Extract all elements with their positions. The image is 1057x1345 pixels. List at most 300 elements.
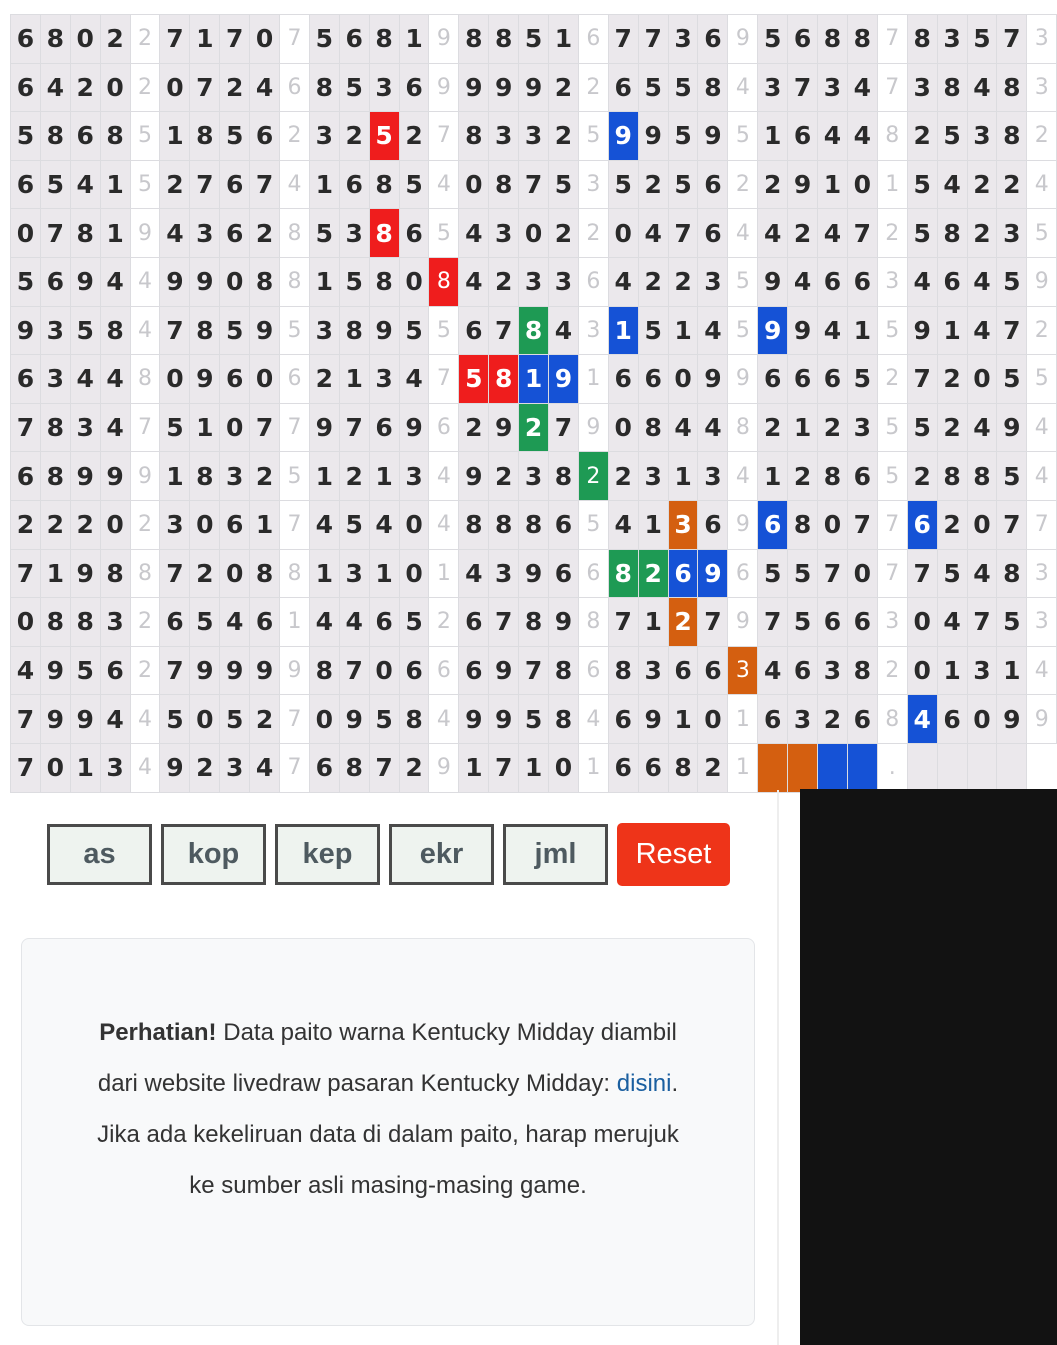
grid-cell: 2 (669, 598, 699, 647)
grid-cell: 0 (220, 550, 250, 599)
grid-cell: 2 (968, 209, 998, 258)
grid-cell: 7 (190, 161, 220, 210)
notice-text-2: . Jika ada kekeliruan data di dalam paito, harap merujuk ke sumber asli masing-masing game. (97, 1070, 679, 1199)
grid-cell: 9 (459, 452, 489, 501)
grid-cell: 5 (878, 307, 908, 356)
grid-cell: 7 (190, 64, 220, 113)
grid-cell: 2 (131, 15, 161, 64)
grid-cell: 5 (997, 452, 1027, 501)
grid-cell: 7 (41, 209, 71, 258)
grid-cell: 0 (400, 258, 430, 307)
grid-cell: 8 (370, 161, 400, 210)
grid-cell: 9 (71, 695, 101, 744)
grid-cell: 7 (280, 695, 310, 744)
grid-cell: 5 (997, 355, 1027, 404)
grid-cell: 1 (400, 15, 430, 64)
grid-cell: 6 (400, 209, 430, 258)
grid-cell: 4 (968, 404, 998, 453)
grid-cell: 5 (400, 598, 430, 647)
grid-cell: 8 (938, 452, 968, 501)
grid-cell: 2 (340, 452, 370, 501)
grid-cell: 1 (938, 647, 968, 696)
grid-cell: 4 (609, 258, 639, 307)
grid-cell: 9 (698, 112, 728, 161)
grid-cell: 2 (878, 647, 908, 696)
grid-cell: 9 (549, 355, 579, 404)
grid-cell: 1 (728, 744, 758, 793)
grid-cell: 2 (519, 404, 549, 453)
grid-cell: 2 (788, 209, 818, 258)
grid-cell: 6 (459, 307, 489, 356)
grid-cell: 5 (400, 307, 430, 356)
grid-cell: 5 (728, 307, 758, 356)
grid-cell: 3 (41, 307, 71, 356)
grid-cell: 9 (489, 64, 519, 113)
grid-cell: 8 (459, 501, 489, 550)
grid-cell: 9 (11, 307, 41, 356)
grid-cell: 4 (698, 307, 728, 356)
grid-cell: 3 (220, 452, 250, 501)
notice-box (21, 938, 755, 1326)
grid-cell: 8 (400, 695, 430, 744)
grid-cell: 8 (280, 258, 310, 307)
grid-cell: 7 (609, 598, 639, 647)
grid-cell: 6 (788, 647, 818, 696)
grid-cell: 4 (968, 258, 998, 307)
grid-cell: 6 (758, 501, 788, 550)
grid-cell: 6 (938, 695, 968, 744)
grid-cell: 3 (489, 209, 519, 258)
grid-cell: 8 (878, 112, 908, 161)
grid-cell: 4 (968, 307, 998, 356)
grid-cell: 8 (997, 550, 1027, 599)
grid-cell: 7 (429, 355, 459, 404)
grid-cell: 4 (429, 452, 459, 501)
grid-cell: 5 (609, 161, 639, 210)
grid-cell: 6 (459, 598, 489, 647)
grid-cell: 4 (310, 598, 340, 647)
grid-cell: 2 (728, 161, 758, 210)
grid-cell: 7 (639, 15, 669, 64)
grid-cell: 1 (579, 744, 609, 793)
grid-cell: 8 (579, 598, 609, 647)
grid-cell: 6 (788, 355, 818, 404)
grid-cell: 0 (71, 15, 101, 64)
grid-cell: 6 (41, 258, 71, 307)
grid-cell: 4 (400, 355, 430, 404)
grid-cell: 3 (370, 355, 400, 404)
grid-cell: 0 (190, 695, 220, 744)
grid-cell: 4 (101, 355, 131, 404)
grid-cell: 2 (160, 161, 190, 210)
grid-cell: 7 (997, 15, 1027, 64)
grid-cell: 8 (549, 695, 579, 744)
grid-cell: 4 (429, 161, 459, 210)
grid-cell: 3 (579, 307, 609, 356)
grid-cell: 5 (370, 695, 400, 744)
grid-cell: 0 (160, 355, 190, 404)
grid-cell: 0 (968, 695, 998, 744)
grid-cell: 2 (758, 161, 788, 210)
grid-cell: 5 (549, 161, 579, 210)
reset-button[interactable]: Reset (617, 823, 730, 886)
grid-cell: 2 (280, 112, 310, 161)
grid-cell: 1 (101, 209, 131, 258)
grid-cell: 9 (459, 695, 489, 744)
grid-cell: 2 (400, 744, 430, 793)
divider (777, 790, 779, 1345)
grid-cell: 4 (11, 647, 41, 696)
grid-cell: 3 (1027, 64, 1057, 113)
grid-cell: 6 (818, 355, 848, 404)
grid-cell: 9 (250, 647, 280, 696)
grid-cell: 4 (818, 307, 848, 356)
grid-cell: 7 (250, 404, 280, 453)
grid-cell: 5 (220, 307, 250, 356)
grid-cell: 0 (11, 598, 41, 647)
grid-cell: 7 (489, 307, 519, 356)
grid-cell: 0 (370, 647, 400, 696)
grid-cell: 3 (370, 64, 400, 113)
grid-cell: 3 (639, 452, 669, 501)
grid-cell: 5 (938, 112, 968, 161)
grid-cell: 4 (818, 209, 848, 258)
grid-cell: 1 (310, 452, 340, 501)
grid-cell: 5 (728, 258, 758, 307)
grid-cell: 2 (818, 695, 848, 744)
grid-cell: 4 (728, 209, 758, 258)
grid-cell: 4 (848, 64, 878, 113)
grid-cell: 4 (340, 598, 370, 647)
grid-cell: 6 (220, 355, 250, 404)
grid-cell: 7 (220, 15, 250, 64)
filter-button-jml[interactable]: jml (503, 824, 608, 885)
grid-cell: 9 (310, 404, 340, 453)
grid-cell: 8 (848, 15, 878, 64)
grid-cell: 3 (101, 744, 131, 793)
grid-cell: 6 (698, 501, 728, 550)
grid-cell: 1 (669, 307, 699, 356)
grid-cell: 3 (340, 209, 370, 258)
grid-cell: 5 (340, 64, 370, 113)
grid-cell: 9 (1027, 695, 1057, 744)
grid-cell: 0 (250, 355, 280, 404)
grid-cell: 5 (131, 112, 161, 161)
grid-cell: 5 (340, 501, 370, 550)
grid-cell: 6 (250, 598, 280, 647)
grid-cell: 5 (190, 598, 220, 647)
grid-cell: 6 (609, 744, 639, 793)
grid-cell: 1 (669, 695, 699, 744)
grid-cell: 7 (1027, 501, 1057, 550)
grid-cell: 6 (669, 647, 699, 696)
grid-cell: 1 (997, 647, 1027, 696)
grid-cell: 7 (160, 647, 190, 696)
grid-cell: 5 (669, 112, 699, 161)
grid-cell: 3 (579, 161, 609, 210)
grid-cell: 9 (400, 404, 430, 453)
grid-cell: 2 (758, 404, 788, 453)
grid-cell: 2 (41, 501, 71, 550)
grid-cell: 7 (818, 550, 848, 599)
filter-button-ekr[interactable]: ekr (389, 824, 494, 885)
grid-cell: 5 (639, 64, 669, 113)
grid-cell: 2 (489, 258, 519, 307)
grid-cell: 8 (340, 307, 370, 356)
grid-cell: 2 (1027, 307, 1057, 356)
grid-cell: 4 (848, 112, 878, 161)
grid-cell: 9 (370, 307, 400, 356)
grid-cell: 1 (609, 307, 639, 356)
paito-grid (10, 14, 1057, 793)
grid-cell: 4 (908, 258, 938, 307)
grid-cell: 3 (340, 550, 370, 599)
filter-button-kop[interactable]: kop (161, 824, 266, 885)
grid-cell: 5 (728, 112, 758, 161)
grid-cell: 2 (11, 501, 41, 550)
filter-button-as[interactable]: as (47, 824, 152, 885)
grid-cell: 7 (519, 161, 549, 210)
grid-cell: 7 (848, 501, 878, 550)
grid-cell: 4 (609, 501, 639, 550)
grid-cell: 6 (11, 355, 41, 404)
grid-cell: 3 (818, 64, 848, 113)
grid-cell: 8 (997, 112, 1027, 161)
grid-cell: 6 (310, 744, 340, 793)
grid-cell: 9 (340, 695, 370, 744)
grid-cell: 6 (220, 209, 250, 258)
grid-cell: 9 (728, 501, 758, 550)
grid-cell: 8 (459, 15, 489, 64)
grid-cell: 2 (429, 598, 459, 647)
grid-cell: 1 (280, 598, 310, 647)
grid-cell: 0 (848, 161, 878, 210)
source-link[interactable]: disini (616, 1070, 672, 1097)
grid-cell: 4 (131, 744, 161, 793)
grid-cell: 7 (280, 501, 310, 550)
grid-cell: 6 (429, 404, 459, 453)
grid-cell: 2 (938, 501, 968, 550)
grid-cell: 6 (579, 647, 609, 696)
grid-cell (788, 744, 818, 793)
grid-cell: 2 (250, 209, 280, 258)
grid-cell: 5 (579, 501, 609, 550)
grid-cell: 3 (310, 112, 340, 161)
grid-cell: 8 (818, 15, 848, 64)
grid-cell: 3 (669, 15, 699, 64)
grid-cell: 8 (609, 647, 639, 696)
grid-cell: 5 (71, 307, 101, 356)
grid-cell: 1 (370, 452, 400, 501)
grid-cell: 9 (489, 647, 519, 696)
grid-cell: 8 (848, 647, 878, 696)
grid-cell: 5 (280, 452, 310, 501)
grid-cell: 9 (788, 307, 818, 356)
grid-cell: 5 (340, 258, 370, 307)
grid-cell: 0 (250, 15, 280, 64)
grid-cell: 2 (1027, 112, 1057, 161)
grid-cell: 6 (609, 64, 639, 113)
grid-cell: 8 (489, 15, 519, 64)
grid-cell: 9 (579, 404, 609, 453)
grid-cell: 1 (758, 112, 788, 161)
grid-cell: 7 (11, 695, 41, 744)
grid-cell: 4 (280, 161, 310, 210)
grid-cell: 9 (41, 695, 71, 744)
grid-cell: 9 (728, 15, 758, 64)
grid-cell: 5 (788, 550, 818, 599)
grid-cell: 5 (908, 161, 938, 210)
grid-cell: 5 (758, 15, 788, 64)
grid-cell: 8 (489, 501, 519, 550)
grid-cell: 1 (788, 404, 818, 453)
grid-cell: 8 (878, 695, 908, 744)
grid-cell: 0 (908, 647, 938, 696)
grid-cell: 2 (698, 744, 728, 793)
grid-cell: 1 (938, 307, 968, 356)
grid-cell: 8 (549, 647, 579, 696)
grid-cell: 6 (698, 161, 728, 210)
grid-cell: 8 (818, 452, 848, 501)
grid-cell: 7 (370, 744, 400, 793)
grid-cell: 2 (997, 161, 1027, 210)
grid-cell: 2 (340, 112, 370, 161)
grid-cell: 5 (400, 161, 430, 210)
grid-cell: 3 (519, 258, 549, 307)
grid-cell: 5 (669, 161, 699, 210)
grid-cell: 1 (160, 452, 190, 501)
grid-cell: 4 (459, 258, 489, 307)
grid-cell: 9 (160, 258, 190, 307)
grid-cell: 8 (190, 452, 220, 501)
grid-cell: 1 (639, 598, 669, 647)
grid-cell: 1 (310, 161, 340, 210)
grid-cell: 1 (579, 355, 609, 404)
grid-cell: 7 (758, 598, 788, 647)
grid-cell: 5 (1027, 355, 1057, 404)
grid-cell: 5 (160, 404, 190, 453)
grid-cell: 7 (788, 64, 818, 113)
grid-cell: 6 (429, 647, 459, 696)
grid-cell: 8 (280, 209, 310, 258)
grid-cell: 6 (609, 695, 639, 744)
grid-cell: 5 (938, 550, 968, 599)
grid-cell: 8 (609, 550, 639, 599)
grid-cell: 3 (997, 209, 1027, 258)
grid-cell: 8 (489, 355, 519, 404)
grid-cell: 7 (968, 598, 998, 647)
grid-cell: 4 (669, 404, 699, 453)
grid-cell: 8 (41, 112, 71, 161)
grid-cell: 2 (310, 355, 340, 404)
grid-cell: 3 (160, 501, 190, 550)
grid-cell: 4 (938, 161, 968, 210)
grid-cell: 2 (131, 64, 161, 113)
grid-cell: 1 (429, 550, 459, 599)
grid-cell: 6 (220, 161, 250, 210)
grid-cell: 8 (429, 258, 459, 307)
grid-cell: 2 (968, 161, 998, 210)
grid-cell: 7 (160, 15, 190, 64)
grid-cell: 4 (908, 695, 938, 744)
grid-cell: 6 (340, 15, 370, 64)
grid-cell: 8 (519, 307, 549, 356)
grid-cell: 9 (519, 550, 549, 599)
grid-cell: 0 (11, 209, 41, 258)
grid-cell (908, 744, 938, 793)
grid-cell: 1 (639, 501, 669, 550)
grid-cell: 9 (519, 64, 549, 113)
grid-cell: 2 (101, 15, 131, 64)
grid-cell: 2 (190, 550, 220, 599)
grid-cell: 1 (549, 15, 579, 64)
grid-cell: 5 (968, 15, 998, 64)
grid-cell: 8 (938, 209, 968, 258)
grid-cell: 9 (71, 550, 101, 599)
filter-button-kep[interactable]: kep (275, 824, 380, 885)
grid-cell: 1 (340, 355, 370, 404)
grid-cell: 3 (190, 209, 220, 258)
grid-cell: 3 (220, 744, 250, 793)
grid-cell: 8 (938, 64, 968, 113)
grid-cell: 9 (609, 112, 639, 161)
grid-cell: 7 (878, 15, 908, 64)
grid-cell: 9 (788, 161, 818, 210)
grid-cell: 9 (549, 598, 579, 647)
notice-text-1: Data paito warna Kentucky Midday diambil dari website livedraw pasaran Kentucky Midday: (97, 1019, 677, 1097)
grid-cell: 5 (848, 355, 878, 404)
grid-cell: 8 (370, 209, 400, 258)
grid-cell: 8 (519, 501, 549, 550)
grid-cell: 8 (370, 15, 400, 64)
grid-cell: 9 (997, 404, 1027, 453)
grid-cell: 7 (340, 404, 370, 453)
grid-cell: 3 (698, 258, 728, 307)
grid-cell: 6 (848, 452, 878, 501)
grid-cell: 9 (728, 355, 758, 404)
grid-cell: 6 (11, 161, 41, 210)
grid-cell: 8 (131, 355, 161, 404)
grid-cell: 0 (818, 501, 848, 550)
grid-cell: 7 (908, 550, 938, 599)
filter-toolbar (47, 823, 730, 886)
grid-cell: 9 (280, 647, 310, 696)
grid-cell: 8 (698, 64, 728, 113)
grid-cell: 4 (968, 64, 998, 113)
grid-cell: 6 (698, 15, 728, 64)
grid-cell: 7 (878, 550, 908, 599)
grid-cell: 2 (639, 258, 669, 307)
grid-cell: 3 (758, 64, 788, 113)
grid-cell: 8 (997, 64, 1027, 113)
grid-cell: 9 (728, 598, 758, 647)
grid-cell: 6 (579, 15, 609, 64)
grid-cell: . (878, 744, 908, 793)
grid-cell: 4 (429, 501, 459, 550)
grid-cell (997, 744, 1027, 793)
grid-cell: 1 (250, 501, 280, 550)
grid-cell: 4 (250, 744, 280, 793)
grid-cell: 5 (41, 161, 71, 210)
grid-cell: 3 (71, 404, 101, 453)
grid-cell: 2 (549, 209, 579, 258)
grid-cell: 5 (579, 112, 609, 161)
grid-cell: 6 (280, 64, 310, 113)
grid-cell: 7 (280, 404, 310, 453)
grid-cell: 8 (489, 161, 519, 210)
grid-cell: 6 (818, 258, 848, 307)
grid-cell: 5 (459, 355, 489, 404)
